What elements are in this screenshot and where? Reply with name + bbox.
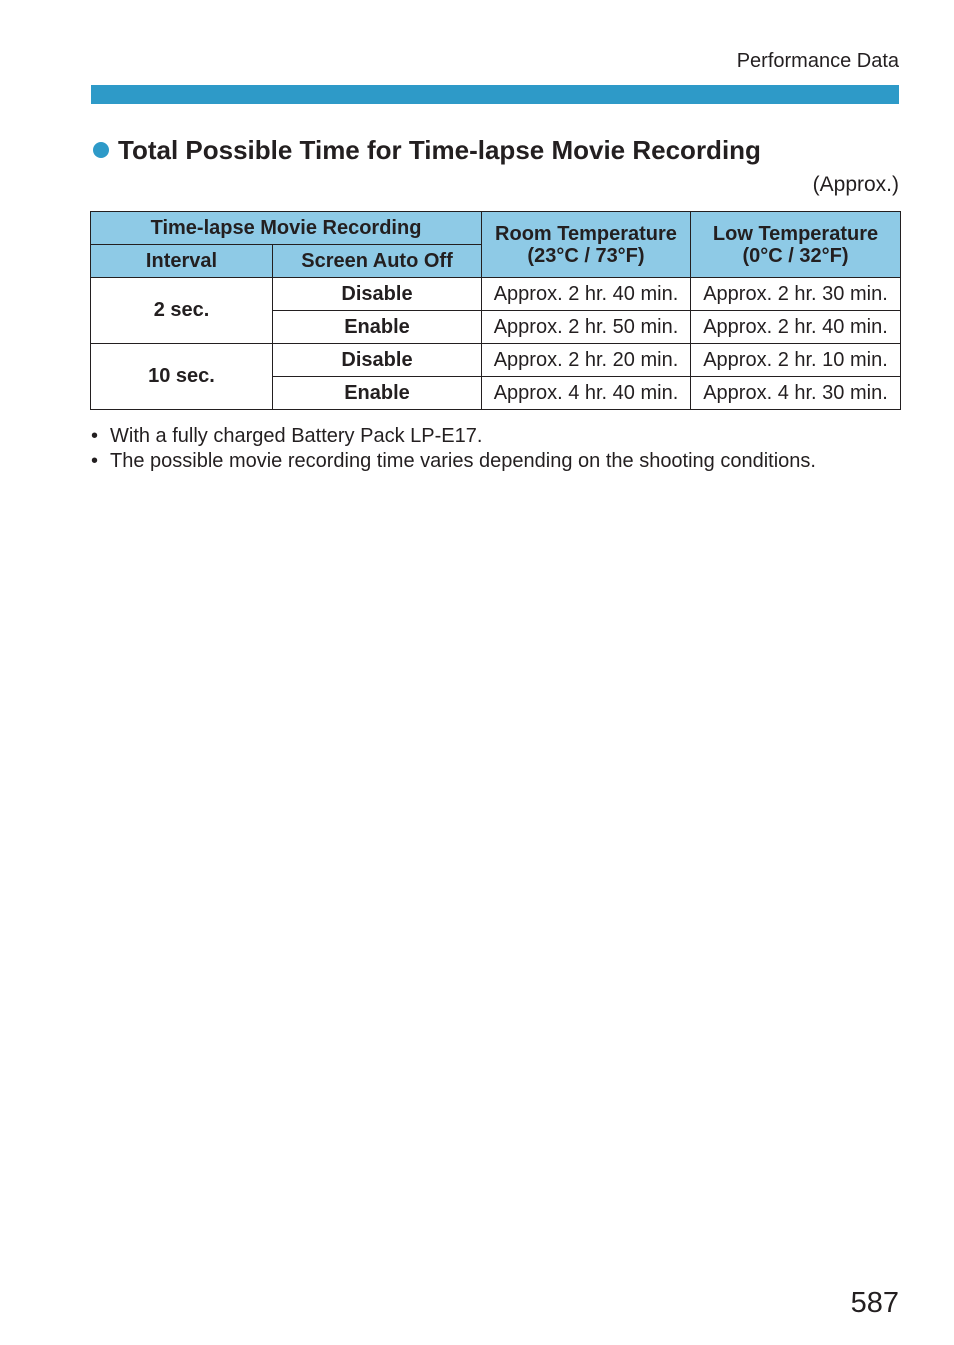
screen-cell: Enable (273, 311, 482, 344)
table-row (91, 344, 901, 377)
room-temp-cell: Approx. 2 hr. 50 min. (482, 311, 691, 344)
screen-auto-off-header: Screen Auto Off (273, 245, 482, 278)
recording-time-table (90, 211, 901, 410)
bullet-icon: • (91, 450, 99, 472)
page-number: 587 (850, 1287, 899, 1319)
low-temp-cell: Approx. 4 hr. 30 min. (691, 377, 901, 410)
interval-header: Interval (91, 245, 273, 278)
bullet-dot-icon (93, 142, 109, 158)
low-temp-cell: Approx. 2 hr. 40 min. (691, 311, 901, 344)
screen-cell: Enable (273, 377, 482, 410)
header-bar (91, 85, 899, 104)
screen-cell: Disable (273, 344, 482, 377)
bullet-icon: • (91, 425, 99, 447)
list-item (90, 449, 816, 474)
room-temp-cell: Approx. 2 hr. 20 min. (482, 344, 691, 377)
group-header: Time-lapse Movie Recording (91, 212, 482, 245)
room-temp-cell: Approx. 2 hr. 40 min. (482, 278, 691, 311)
section-title-text: Total Possible Time for Time-lapse Movie Recording (118, 135, 761, 165)
low-temp-cell: Approx. 2 hr. 30 min. (691, 278, 901, 311)
list-item (90, 424, 816, 449)
note-text: With a fully charged Battery Pack LP-E17. (110, 425, 483, 447)
interval-cell: 10 sec. (91, 344, 273, 410)
interval-cell: 2 sec. (91, 278, 273, 344)
room-temp-cell: Approx. 4 hr. 40 min. (482, 377, 691, 410)
table-row (91, 278, 901, 311)
room-temp-header: Room Temperature (23°C / 73°F) (482, 212, 691, 278)
notes-list (90, 424, 816, 474)
note-text: The possible movie recording time varies depending on the shooting conditions. (110, 450, 816, 472)
running-head: Performance Data (736, 50, 899, 72)
screen-cell: Disable (273, 278, 482, 311)
low-temp-header: Low Temperature (0°C / 32°F) (691, 212, 901, 278)
section-title (93, 133, 761, 167)
approx-note: (Approx.) (812, 173, 899, 196)
low-temp-cell: Approx. 2 hr. 10 min. (691, 344, 901, 377)
